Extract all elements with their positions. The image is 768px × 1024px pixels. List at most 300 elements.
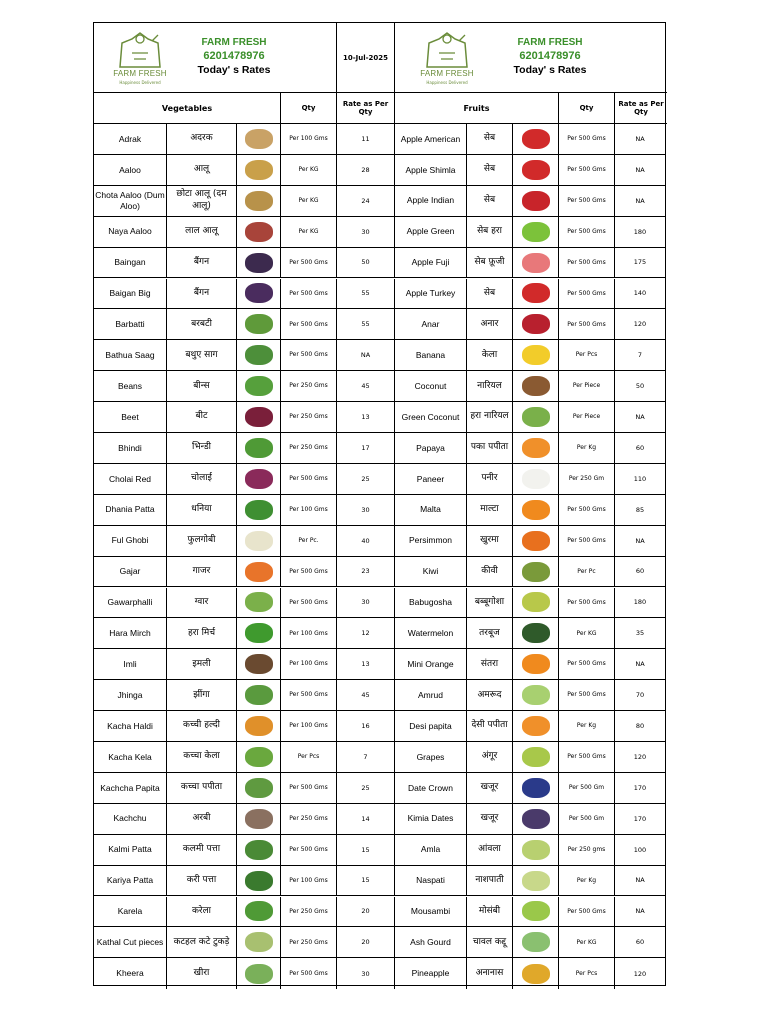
fruit-name-hi: माल्टा <box>467 495 513 525</box>
fruit-qty: Per 500 Gm <box>559 804 615 834</box>
farmer-icon <box>419 29 475 69</box>
fruit-name-hi: अमरूद <box>467 680 513 710</box>
veg-rate: 45 <box>337 371 395 401</box>
veg-rate: NA <box>337 340 395 370</box>
brand-name: FARM FRESH <box>517 37 583 48</box>
fruit-qty: Per Piece <box>559 371 615 401</box>
rates-subtitle: Today' s Rates <box>197 64 271 76</box>
apple-icon <box>522 129 550 149</box>
fruit-name-en: Apple Indian <box>395 186 467 216</box>
carrot-icon <box>245 562 273 582</box>
fruit-image <box>513 309 559 339</box>
fruit-name-en: Papaya <box>395 433 467 463</box>
fruit-rate: 120 <box>633 969 647 978</box>
veg-qty: Per 500 Gms <box>281 773 337 803</box>
table-row <box>94 279 665 310</box>
veg-name-hi: हरा मिर्च <box>167 618 237 648</box>
fruit-qty: Per 250 Gm <box>559 464 615 494</box>
table-row <box>94 495 665 526</box>
apple-icon <box>522 191 550 211</box>
fruit-rate: 85 <box>635 505 645 514</box>
fruit-image <box>513 124 559 154</box>
rates-subtitle: Today' s Rates <box>513 64 587 76</box>
veg-image <box>237 124 281 154</box>
fruit-image <box>513 742 559 772</box>
fruit-name-hi: सेब <box>467 279 513 309</box>
fruit-name-en: Banana <box>395 340 467 370</box>
veg-name-en: Beans <box>94 371 167 401</box>
veg-rate: 17 <box>337 433 395 463</box>
veg-name-hi: बरबटी <box>167 309 237 339</box>
veg-image <box>237 495 281 525</box>
table-row <box>94 897 665 928</box>
fruit-name-en: Ash Gourd <box>395 927 467 957</box>
fruit-rate: 60 <box>635 443 645 452</box>
green-chili-icon <box>245 623 273 643</box>
veg-name-en: Baingan <box>94 248 167 278</box>
colocasia-icon <box>245 809 273 829</box>
bitter-gourd-icon <box>245 901 273 921</box>
fruit-image <box>513 618 559 648</box>
kiwi-icon <box>522 562 550 582</box>
veg-name-en: Kheera <box>94 958 167 989</box>
veg-rate: 20 <box>337 927 395 957</box>
veg-name-en: Ful Ghobi <box>94 526 167 556</box>
veg-image <box>237 773 281 803</box>
fruit-qty: Per Pc <box>559 557 615 587</box>
fruit-name-en: Babugosha <box>395 588 467 618</box>
veg-rate: 13 <box>337 402 395 432</box>
logo-tagline: Happiness Delivered <box>426 80 468 85</box>
fruit-qty: Per 500 Gms <box>559 309 615 339</box>
fruit-rate: 175 <box>633 258 647 267</box>
veg-rate: 30 <box>337 588 395 618</box>
veg-name-hi: भिन्डी <box>167 433 237 463</box>
fruit-rate: 170 <box>633 814 647 823</box>
veg-name-hi: बथुए साग <box>167 340 237 370</box>
fuji-apple-icon <box>522 253 550 273</box>
fruit-qty: Per Pcs <box>559 340 615 370</box>
cluster-beans-icon <box>245 592 273 612</box>
veg-qty: Per 500 Gms <box>281 835 337 865</box>
farm-fresh-logo <box>112 29 168 87</box>
fruit-name-en: Mousambi <box>395 897 467 927</box>
fruit-name-en: Watermelon <box>395 618 467 648</box>
fruit-qty: Per Kg <box>559 711 615 741</box>
fruit-qty: Per 500 Gms <box>559 588 615 618</box>
veg-rate: 14 <box>337 804 395 834</box>
fruit-qty: Per KG <box>559 927 615 957</box>
watermelon-icon <box>522 623 550 643</box>
veg-name-en: Baigan Big <box>94 279 167 309</box>
table-row <box>94 217 665 248</box>
veg-name-hi: करेला <box>167 897 237 927</box>
veg-name-en: Kacha Kela <box>94 742 167 772</box>
veg-image <box>237 649 281 679</box>
fruit-name-hi: तरबूज <box>467 618 513 648</box>
fruit-rate: NA <box>635 165 645 174</box>
fruit-qty: Per 500 Gms <box>559 526 615 556</box>
fruit-image <box>513 340 559 370</box>
table-row <box>94 309 665 340</box>
veg-image <box>237 618 281 648</box>
veg-qty: Per KG <box>281 217 337 247</box>
table-row <box>94 958 665 989</box>
fruit-image <box>513 248 559 278</box>
fruit-name-hi: सेब फ़ूजी <box>467 248 513 278</box>
fruit-rate: 70 <box>635 691 645 700</box>
table-row <box>94 711 665 742</box>
fruit-image <box>513 557 559 587</box>
veg-image <box>237 464 281 494</box>
veg-name-en: Gawarphalli <box>94 588 167 618</box>
veg-image <box>237 742 281 772</box>
veg-qty: Per 100 Gms <box>281 618 337 648</box>
qty-heading: Qty <box>281 93 337 124</box>
grapes-icon <box>522 747 550 767</box>
brand-block-right <box>480 37 620 76</box>
table-row <box>94 927 665 958</box>
veg-qty: Per 100 Gms <box>281 495 337 525</box>
fruit-name-hi: अनानास <box>467 958 513 989</box>
beetroot-icon <box>245 407 273 427</box>
desi-papaya-icon <box>522 716 550 736</box>
veg-qty: Per 500 Gms <box>281 279 337 309</box>
fruit-rate: 100 <box>633 845 647 854</box>
veg-qty: Per 500 Gms <box>281 248 337 278</box>
veg-name-hi: अदरक <box>167 124 237 154</box>
veg-rate: 28 <box>337 155 395 185</box>
fruit-qty: Per 500 Gms <box>559 742 615 772</box>
fruit-name-en: Apple American <box>395 124 467 154</box>
veg-rate: 25 <box>337 773 395 803</box>
fruit-qty: Per 500 Gms <box>559 217 615 247</box>
veg-qty: Per 500 Gms <box>281 340 337 370</box>
fruit-name-en: Anar <box>395 309 467 339</box>
fruit-name-hi: नाशपाती <box>467 866 513 896</box>
curry-leaves-icon <box>245 871 273 891</box>
fruit-rate: 120 <box>633 752 647 761</box>
fruit-name-en: Kimia Dates <box>395 804 467 834</box>
fruit-rate: 60 <box>635 567 645 576</box>
fruit-name-en: Apple Shimla <box>395 155 467 185</box>
table-row <box>94 866 665 897</box>
veg-rate: 30 <box>337 217 395 247</box>
fruit-name-hi: चावल कद्दू <box>467 927 513 957</box>
fruit-name-en: Apple Turkey <box>395 279 467 309</box>
veg-name-en: Kachcha Papita <box>94 773 167 803</box>
table-row <box>94 186 665 217</box>
fruit-name-en: Grapes <box>395 742 467 772</box>
fruit-image <box>513 958 559 989</box>
fruit-rate: 120 <box>633 320 647 329</box>
fruit-name-hi: अंगूर <box>467 742 513 772</box>
fruit-name-en: Mini Orange <box>395 649 467 679</box>
papaya-icon <box>522 438 550 458</box>
pineapple-icon <box>522 964 550 984</box>
fruit-qty: Per Kg <box>559 866 615 896</box>
veg-rate: 16 <box>337 711 395 741</box>
veg-name-en: Cholai Red <box>94 464 167 494</box>
table-row <box>94 804 665 835</box>
fruit-qty: Per Kg <box>559 433 615 463</box>
fruit-name-hi: हरा नारियल <box>467 402 513 432</box>
veg-name-hi: चोलाई <box>167 464 237 494</box>
veg-qty: Per 250 Gms <box>281 804 337 834</box>
eggplant-icon <box>245 253 273 273</box>
veg-image <box>237 958 281 989</box>
fruit-qty: Per 500 Gms <box>559 495 615 525</box>
veg-name-hi: आलू <box>167 155 237 185</box>
header-right <box>395 23 667 93</box>
fruit-image <box>513 927 559 957</box>
veg-name-en: Kathal Cut pieces <box>94 927 167 957</box>
fruit-qty: Per 500 Gms <box>559 155 615 185</box>
fruit-rate: NA <box>635 536 645 545</box>
veg-image <box>237 897 281 927</box>
ginger-icon <box>245 129 273 149</box>
red-amaranth-icon <box>245 469 273 489</box>
fruit-qty: Per Pcs <box>559 958 615 989</box>
fruit-image <box>513 588 559 618</box>
veg-name-en: Bathua Saag <box>94 340 167 370</box>
rate-heading: Rate as Per Qty <box>337 93 395 124</box>
cowpea-icon <box>245 314 273 334</box>
veg-name-en: Hara Mirch <box>94 618 167 648</box>
veg-qty: Per KG <box>281 155 337 185</box>
paneer-icon <box>522 469 550 489</box>
veg-image <box>237 433 281 463</box>
fruit-rate: 50 <box>635 382 645 391</box>
fruit-name-hi: संतरा <box>467 649 513 679</box>
table-row <box>94 248 665 279</box>
veg-image <box>237 557 281 587</box>
veg-name-en: Adrak <box>94 124 167 154</box>
veg-rate: 15 <box>337 835 395 865</box>
fruits-heading: Fruits <box>395 93 559 124</box>
veg-qty: Per KG <box>281 186 337 216</box>
table-row <box>94 773 665 804</box>
fruit-image <box>513 897 559 927</box>
rate-sheet <box>93 22 666 986</box>
veg-name-en: Chota Aaloo (Dum Aloo) <box>94 186 167 216</box>
table-row <box>94 649 665 680</box>
veg-image <box>237 680 281 710</box>
farmer-icon <box>112 29 168 69</box>
fruit-image <box>513 402 559 432</box>
fruit-name-en: Persimmon <box>395 526 467 556</box>
fruit-name-en: Naspati <box>395 866 467 896</box>
fruit-name-hi: सेब <box>467 155 513 185</box>
tamarind-icon <box>245 654 273 674</box>
fruit-name-en: Amla <box>395 835 467 865</box>
veg-name-hi: बीट <box>167 402 237 432</box>
veg-qty: Per 500 Gms <box>281 588 337 618</box>
header-left <box>94 23 337 93</box>
raw-banana-icon <box>245 747 273 767</box>
veg-rate: 30 <box>337 958 395 989</box>
veg-rate: 45 <box>337 680 395 710</box>
veg-rate: 55 <box>337 309 395 339</box>
veg-qty: Per 500 Gms <box>281 309 337 339</box>
veg-rate: 24 <box>337 186 395 216</box>
banana-icon <box>522 345 550 365</box>
veg-image <box>237 279 281 309</box>
fruit-qty-heading: Qty <box>559 93 615 124</box>
fruit-rate: 180 <box>633 598 647 607</box>
fruit-name-hi: सेब हरा <box>467 217 513 247</box>
fruit-rate: 140 <box>633 289 647 298</box>
apple-icon <box>522 283 550 303</box>
brand-block <box>174 37 294 76</box>
veg-name-en: Jhinga <box>94 680 167 710</box>
fruit-name-hi: खजूर <box>467 804 513 834</box>
veg-name-hi: धनिया <box>167 495 237 525</box>
fruit-name-hi: मोसंबी <box>467 897 513 927</box>
table-row <box>94 155 665 186</box>
veg-name-hi: कच्चा केला <box>167 742 237 772</box>
veg-name-en: Naya Aaloo <box>94 217 167 247</box>
fruit-name-en: Paneer <box>395 464 467 494</box>
potato-icon <box>245 160 273 180</box>
fruit-name-hi: पका पपीता <box>467 433 513 463</box>
veg-name-en: Beet <box>94 402 167 432</box>
fruit-name-hi: अनार <box>467 309 513 339</box>
raw-turmeric-icon <box>245 716 273 736</box>
veg-image <box>237 309 281 339</box>
big-eggplant-icon <box>245 283 273 303</box>
veg-qty: Per 100 Gms <box>281 124 337 154</box>
raw-papaya-icon <box>245 778 273 798</box>
fruit-name-hi: कीवी <box>467 557 513 587</box>
fruit-qty: Per 500 Gm <box>559 773 615 803</box>
veg-rate: 7 <box>337 742 395 772</box>
veg-image <box>237 402 281 432</box>
fruit-name-en: Coconut <box>395 371 467 401</box>
veg-image <box>237 217 281 247</box>
table-row <box>94 742 665 773</box>
veg-qty: Per 500 Gms <box>281 464 337 494</box>
table-row <box>94 557 665 588</box>
fruit-name-en: Apple Fuji <box>395 248 467 278</box>
guava-icon <box>522 685 550 705</box>
fruit-name-en: Malta <box>395 495 467 525</box>
veg-image <box>237 155 281 185</box>
veg-name-en: Kariya Patta <box>94 866 167 896</box>
veg-name-en: Aaloo <box>94 155 167 185</box>
fruit-name-hi: आंवला <box>467 835 513 865</box>
veg-qty: Per 500 Gms <box>281 557 337 587</box>
fruit-name-en: Amrud <box>395 680 467 710</box>
veg-qty: Per 250 Gms <box>281 371 337 401</box>
veg-name-hi: बैंगन <box>167 279 237 309</box>
veg-qty: Per 500 Gms <box>281 958 337 989</box>
fruit-rate-heading: Rate as Per Qty <box>615 93 667 124</box>
veg-image <box>237 711 281 741</box>
fruit-rate: NA <box>635 196 645 205</box>
fruit-qty: Per 500 Gms <box>559 248 615 278</box>
fruit-rate: NA <box>635 134 645 143</box>
veg-image <box>237 340 281 370</box>
veg-rate: 30 <box>337 495 395 525</box>
table-row <box>94 371 665 402</box>
fruit-qty: Per 500 Gms <box>559 680 615 710</box>
table-row <box>94 588 665 619</box>
fruit-name-hi: सेब <box>467 124 513 154</box>
fruit-name-hi: पनीर <box>467 464 513 494</box>
table-row <box>94 680 665 711</box>
veg-name-en: Karela <box>94 897 167 927</box>
beans-icon <box>245 376 273 396</box>
table-row <box>94 618 665 649</box>
phone-number: 6201478976 <box>203 50 265 62</box>
fruit-image <box>513 526 559 556</box>
fruit-name-en: Apple Green <box>395 217 467 247</box>
fruit-name-hi: नारियल <box>467 371 513 401</box>
fruit-name-en: Desi papita <box>395 711 467 741</box>
fruit-image <box>513 371 559 401</box>
fruit-qty: Per 500 Gms <box>559 279 615 309</box>
brand-name: FARM FRESH <box>201 37 267 48</box>
veg-rate: 11 <box>337 124 395 154</box>
fruit-name-en: Date Crown <box>395 773 467 803</box>
veg-name-hi: बीन्स <box>167 371 237 401</box>
fruit-qty: Per 250 gms <box>559 835 615 865</box>
veg-rate: 13 <box>337 649 395 679</box>
veg-name-hi: कलमी पत्ता <box>167 835 237 865</box>
vegetables-heading: Vegetables <box>94 93 281 124</box>
fruit-name-en: Green Coconut <box>395 402 467 432</box>
veg-image <box>237 371 281 401</box>
fruit-name-hi: बब्बूगोशा <box>467 588 513 618</box>
jackfruit-icon <box>245 932 273 952</box>
veg-qty: Per 250 Gms <box>281 927 337 957</box>
fruit-image <box>513 495 559 525</box>
veg-name-hi: करी पत्ता <box>167 866 237 896</box>
veg-name-en: Kacha Haldi <box>94 711 167 741</box>
veg-qty: Per 100 Gms <box>281 649 337 679</box>
table-row <box>94 124 665 155</box>
veg-rate: 25 <box>337 464 395 494</box>
veg-image <box>237 526 281 556</box>
fruit-image <box>513 279 559 309</box>
baby-potato-icon <box>245 191 273 211</box>
fruit-rate: NA <box>635 412 645 421</box>
fruit-rate: 110 <box>633 474 647 483</box>
fruit-image <box>513 804 559 834</box>
table-row <box>94 433 665 464</box>
veg-qty: Per Pc. <box>281 526 337 556</box>
okra-icon <box>245 438 273 458</box>
table-row <box>94 526 665 557</box>
veg-qty: Per 250 Gms <box>281 402 337 432</box>
veg-name-en: Bhindi <box>94 433 167 463</box>
fruit-image <box>513 186 559 216</box>
veg-name-hi: छोटा आलू (दम आलू) <box>167 186 237 216</box>
fruit-image <box>513 155 559 185</box>
ridge-gourd-icon <box>245 685 273 705</box>
water-spinach-icon <box>245 840 273 860</box>
farm-fresh-logo-right <box>419 29 475 87</box>
apple-icon <box>522 160 550 180</box>
veg-rate: 50 <box>337 248 395 278</box>
fruit-rate: 7 <box>637 351 643 360</box>
fruit-qty: Per KG <box>559 618 615 648</box>
veg-rate: 15 <box>337 866 395 896</box>
veg-image <box>237 248 281 278</box>
veg-image <box>237 804 281 834</box>
table-row <box>94 835 665 866</box>
